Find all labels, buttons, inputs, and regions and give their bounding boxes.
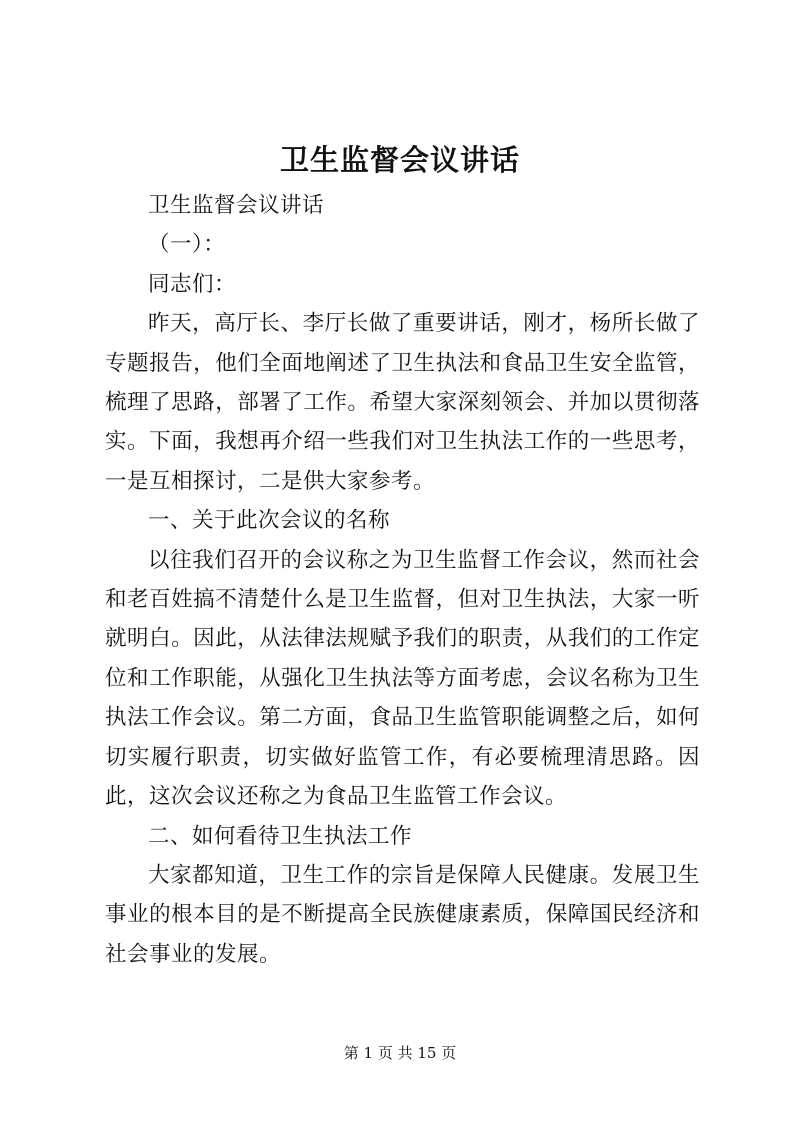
document-title: 卫生监督会议讲话 (279, 143, 520, 177)
paragraph-salutation: 同志们： (148, 271, 237, 297)
document-body (105, 186, 700, 974)
paragraph-section-marker: （一）： (148, 232, 226, 258)
paragraph-subtitle: 卫生监督会议讲话 (148, 193, 325, 218)
page-number-footer: 第 1 页 共 15 页 (343, 1044, 457, 1062)
section-heading-2: 二、如何看待卫生执法工作 (148, 823, 413, 849)
paragraph-health-purpose: 大家都知道，卫生工作的宗旨是保障人民健康。发展卫生事业的根本目的是不断提高全民族健康素质，保障国民经济和社会事业的发展。 (105, 862, 700, 967)
paragraph-intro: 昨天，高厅长、李厅长做了重要讲话，刚才，杨所长做了专题报告，他们全面地阐述了卫生执法和食品卫生安全监管，梳理了思路，部署了工作。希望大家深刻领会、并加以贯彻落实。下面，我想再介绍一些我们对卫生执法工作的一些思考，一是互相探讨，二是供大家参考。 (105, 311, 700, 494)
section-heading-1: 一、关于此次会议的名称 (148, 508, 391, 534)
paragraph-meeting-name: 以往我们召开的会议称之为卫生监督工作会议，然而社会和老百姓搞不清楚什么是卫生监督，但对卫生执法，大家一听就明白。因此，从法律法规赋予我们的职责，从我们的工作定位和工作职能，从强化卫生执法等方面考虑，会议名称为卫生执法工作会议。第二方面，食品卫生监管职能调整之后，如何切实履行职责，切实做好监管工作，有必要梳理清思路。因此，这次会议还称之为食品卫生监管工作会议。 (105, 547, 700, 810)
